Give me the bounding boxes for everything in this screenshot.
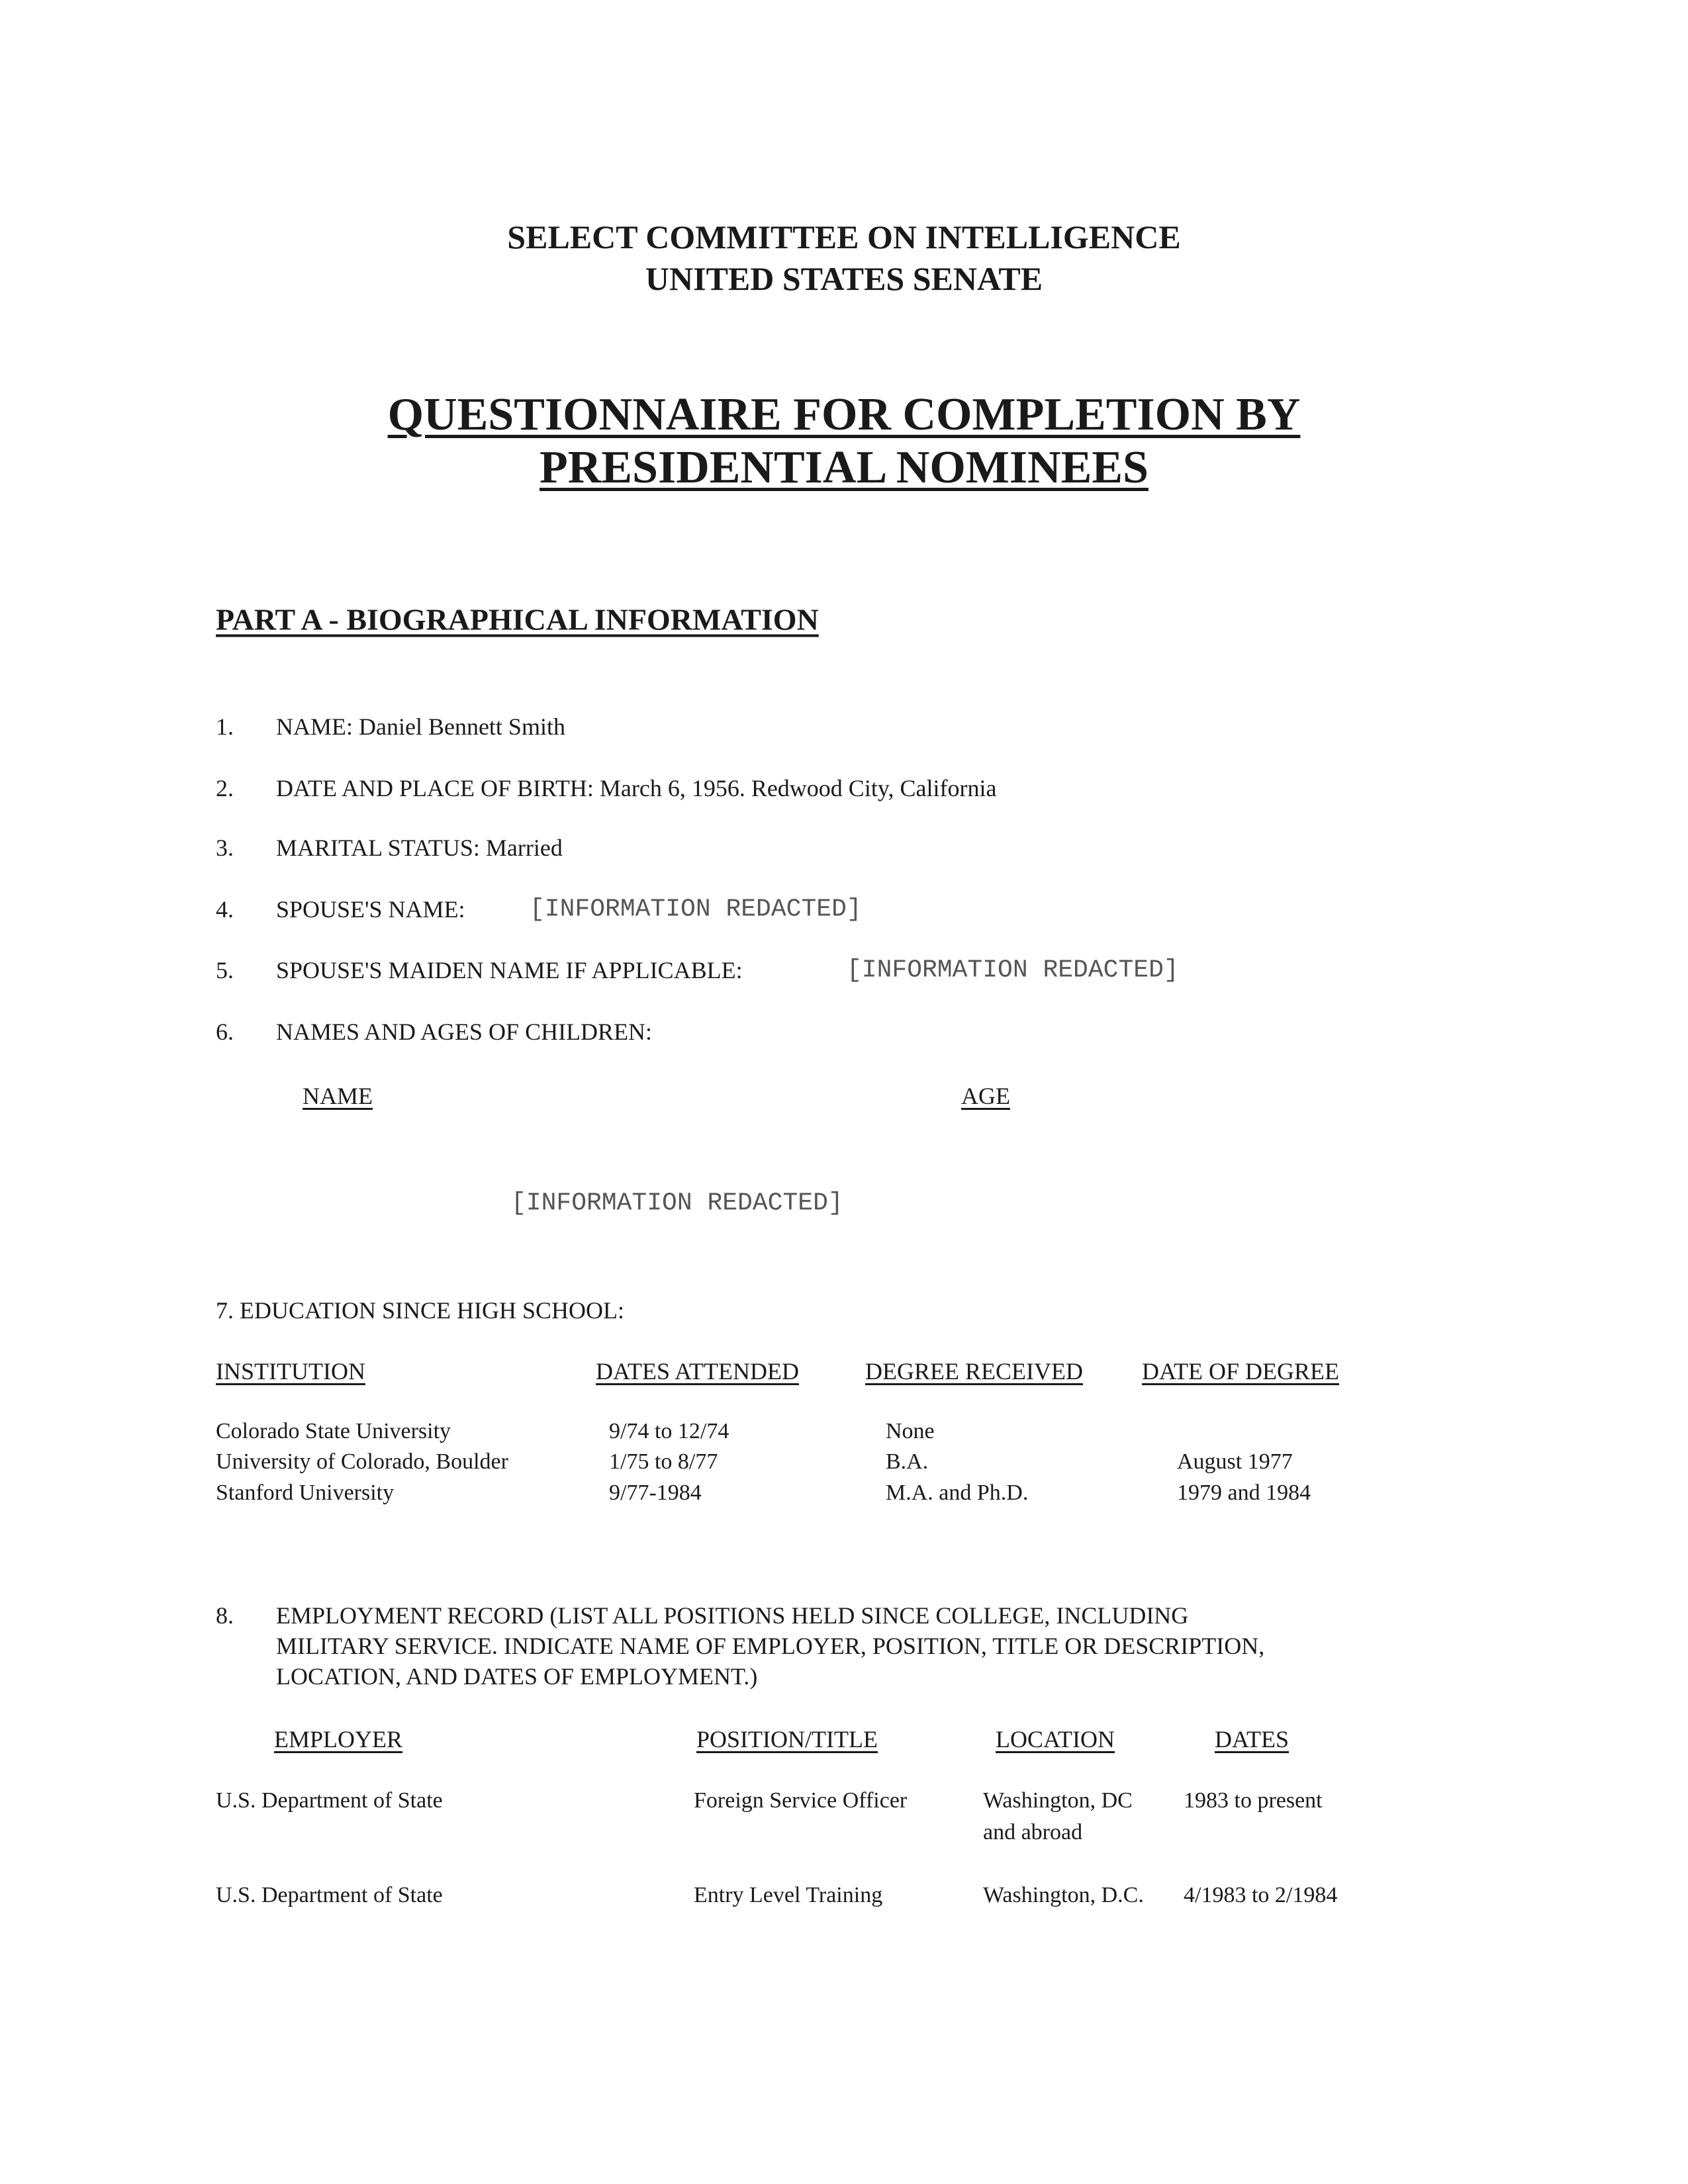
emp-header-location: LOCATION [996,1726,1115,1752]
edu-cell: 1979 and 1984 [1177,1480,1311,1505]
emp-cell: Entry Level Training [694,1883,883,1907]
edu-header-dates: DATES ATTENDED [596,1358,799,1385]
emp-cell: 4/1983 to 2/1984 [1184,1883,1338,1907]
emp-header-dates: DATES [1215,1726,1289,1752]
senate-name: UNITED STATES SENATE [645,260,1043,297]
edu-cell: M.A. and Ph.D. [886,1480,1029,1505]
item-number: 1. [216,713,234,740]
item-name: NAME: Daniel Bennett Smith [276,713,565,740]
emp-cell: U.S. Department of State [216,1883,443,1907]
item-number: 2. [216,775,234,801]
emp-cell: Washington, D.C. [983,1883,1144,1907]
edu-header-degree: DEGREE RECEIVED [865,1358,1083,1385]
edu-header-degree-date: DATE OF DEGREE [1142,1358,1339,1385]
edu-cell: B.A. [886,1449,929,1474]
edu-cell: August 1977 [1177,1449,1293,1474]
employment-instructions: LOCATION, AND DATES OF EMPLOYMENT.) [276,1663,758,1690]
emp-cell: U.S. Department of State [216,1788,443,1813]
edu-cell: 1/75 to 8/77 [609,1449,718,1474]
emp-cell: Washington, DC [983,1788,1133,1813]
emp-header-employer: EMPLOYER [274,1726,403,1752]
page-title-line2: PRESIDENTIAL NOMINEES [539,442,1149,493]
employment-instructions: EMPLOYMENT RECORD (LIST ALL POSITIONS HELD SINCE COLLEGE, INCLUDING [276,1602,1189,1629]
employment-instructions: MILITARY SERVICE. INDICATE NAME OF EMPLOYER, POSITION, TITLE OR DESCRIPTION, [276,1633,1265,1659]
redacted-maiden-name: [INFORMATION REDACTED] [847,956,1179,985]
edu-cell: None [886,1419,935,1443]
item-number: 4. [216,896,234,923]
item-spouse-name: SPOUSE'S NAME: [276,896,465,923]
children-age-header: AGE [961,1083,1010,1109]
item-number: 5. [216,957,234,983]
item-marital-status: MARITAL STATUS: Married [276,835,563,861]
children-name-header: NAME [303,1083,373,1109]
edu-cell: Colorado State University [216,1419,451,1443]
item-number: 6. [216,1019,234,1045]
edu-cell: 9/77-1984 [609,1480,702,1505]
page-title-line1: QUESTIONNAIRE FOR COMPLETION BY [387,389,1301,440]
edu-header-institution: INSTITUTION [216,1358,365,1385]
redacted-spouse-name: [INFORMATION REDACTED] [530,895,862,924]
emp-header-position: POSITION/TITLE [696,1726,878,1752]
item-number: 3. [216,835,234,861]
section-heading: PART A - BIOGRAPHICAL INFORMATION [216,602,819,637]
edu-cell: University of Colorado, Boulder [216,1449,508,1474]
education-label: 7. EDUCATION SINCE HIGH SCHOOL: [216,1297,624,1324]
edu-cell: 9/74 to 12/74 [609,1419,729,1443]
emp-cell: Foreign Service Officer [694,1788,908,1813]
redacted-children: [INFORMATION REDACTED] [511,1189,843,1218]
item-children: NAMES AND AGES OF CHILDREN: [276,1019,653,1045]
item-birth: DATE AND PLACE OF BIRTH: March 6, 1956. Redwood City, California [276,775,997,801]
item-spouse-maiden-name: SPOUSE'S MAIDEN NAME IF APPLICABLE: [276,957,743,983]
committee-name: SELECT COMMITTEE ON INTELLIGENCE [507,218,1181,255]
edu-cell: Stanford University [216,1480,395,1505]
item-number: 8. [216,1602,234,1629]
emp-cell: 1983 to present [1184,1788,1323,1813]
emp-cell: and abroad [983,1820,1083,1844]
